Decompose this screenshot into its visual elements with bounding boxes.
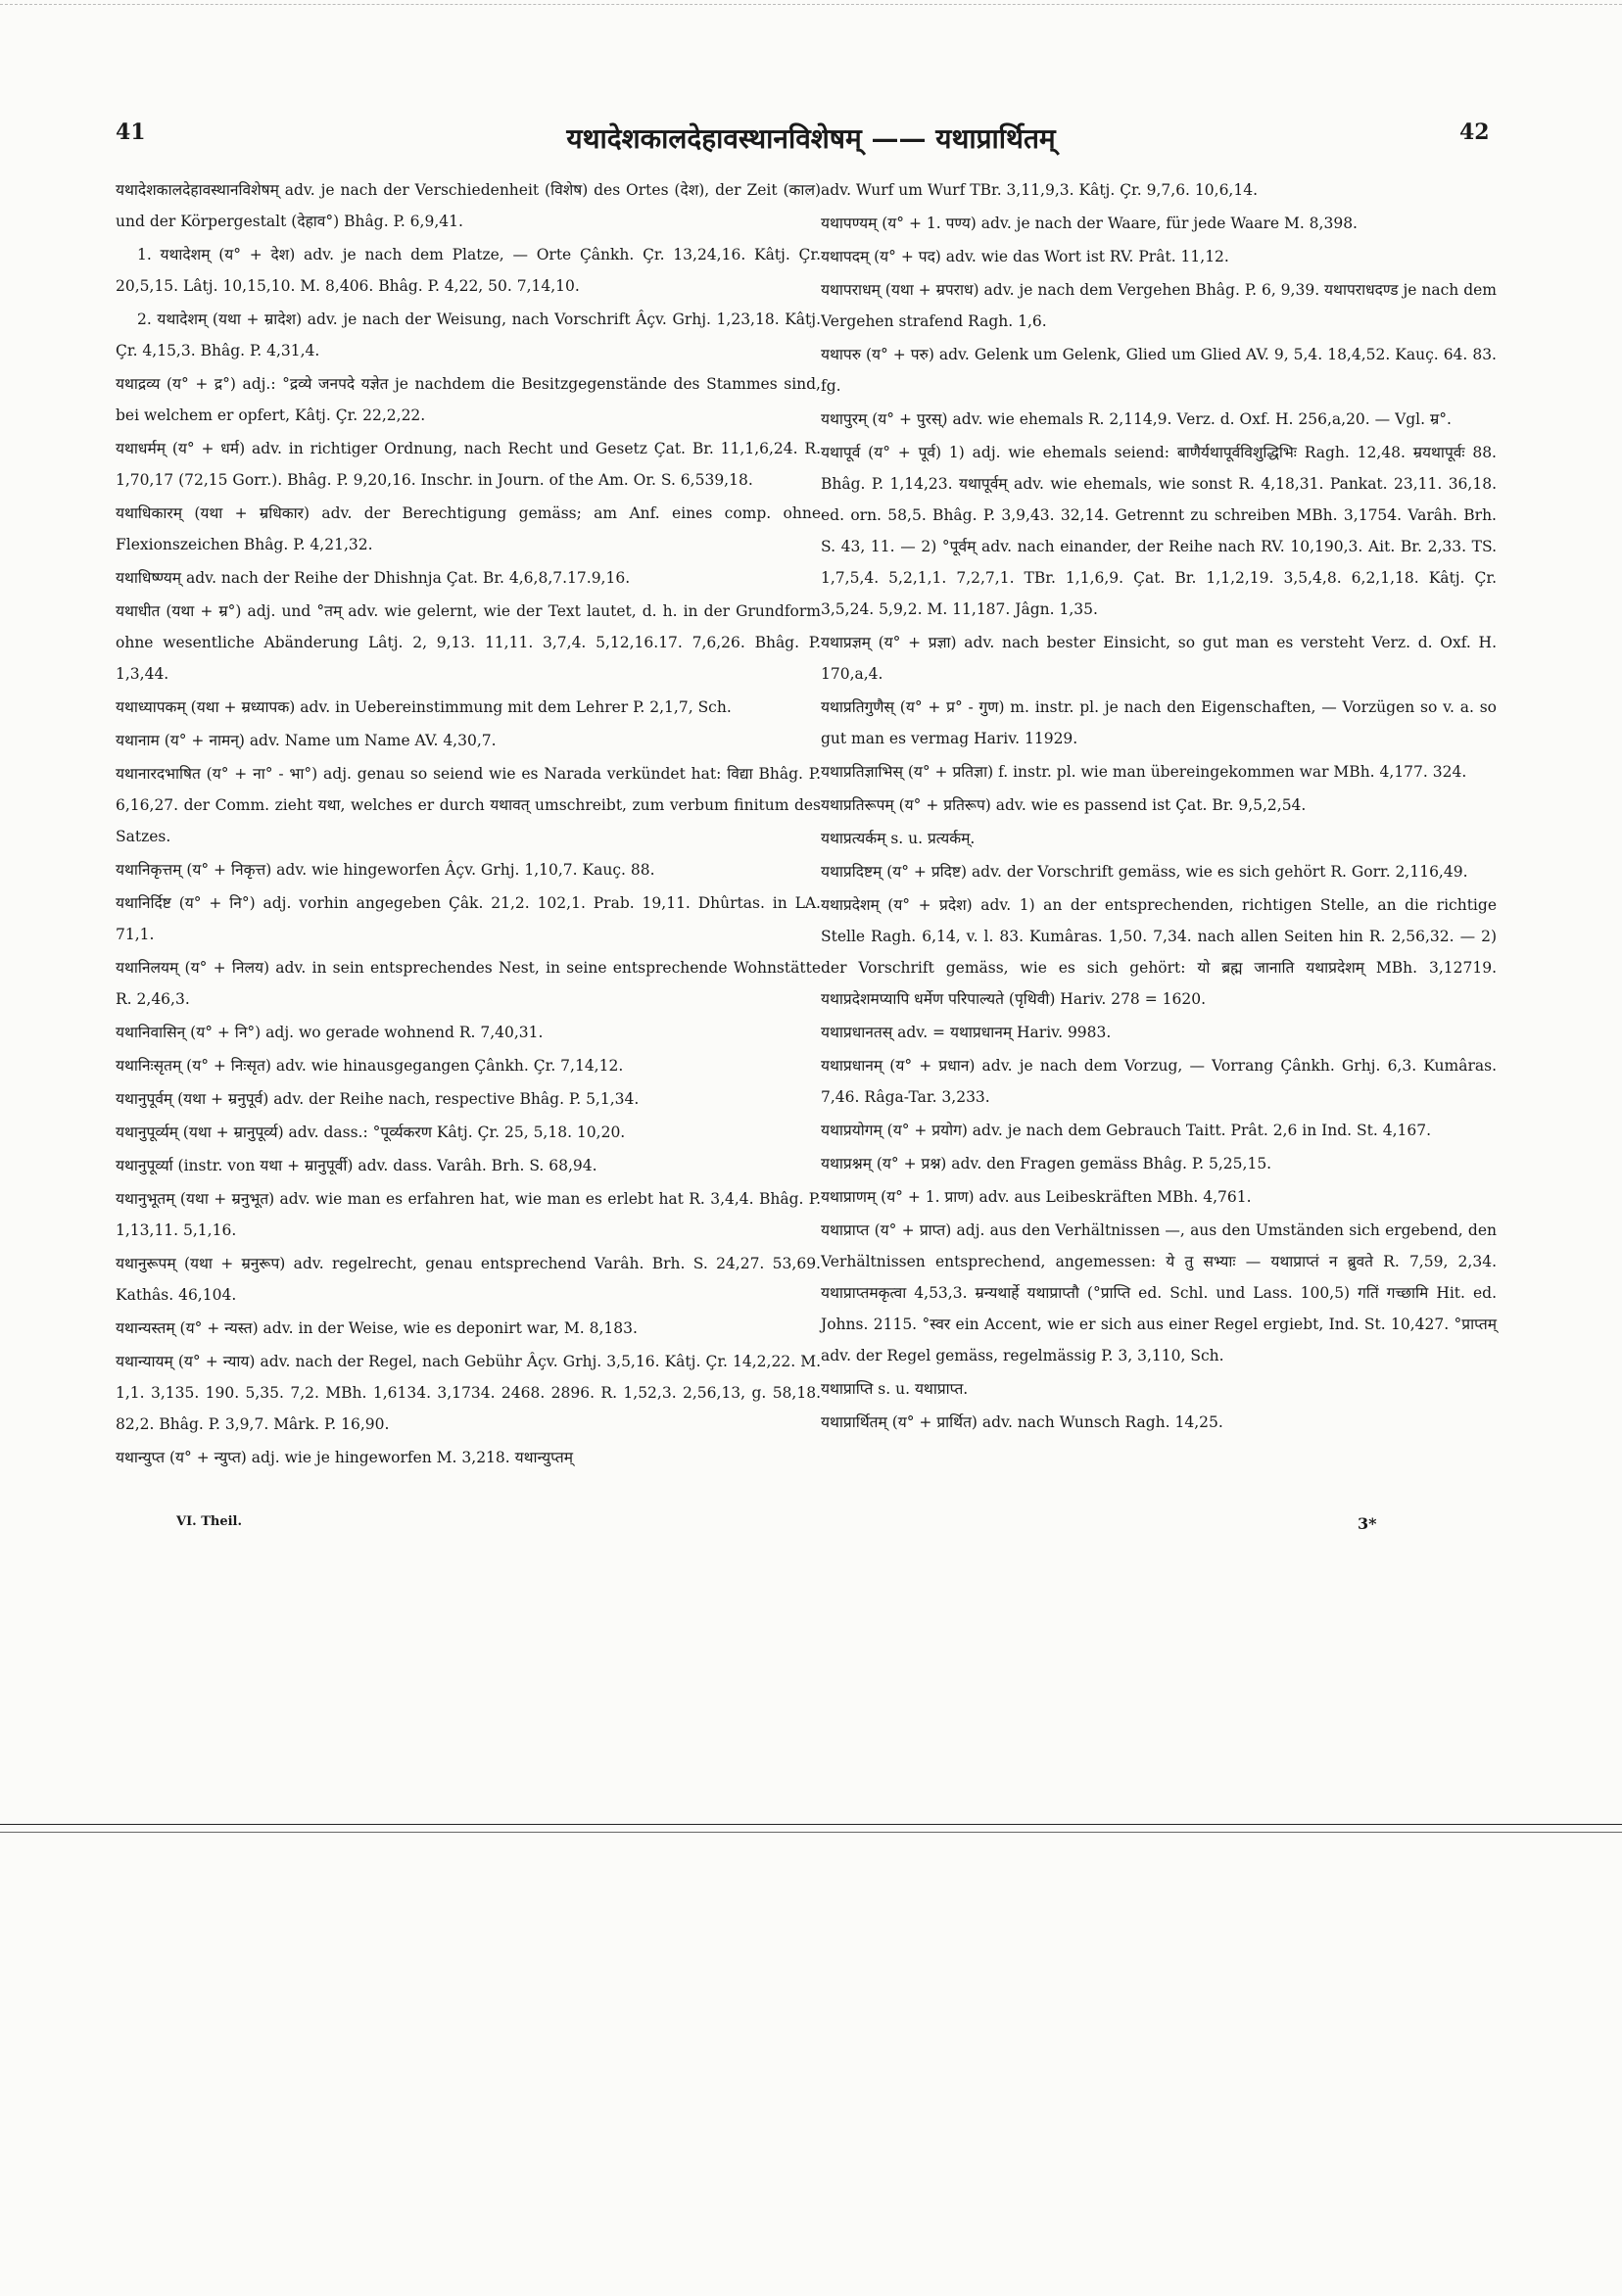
dictionary-entry: यथापराधम् (यथा + म्रपराध) adv. je nach dem Vergehen Bhâg. P. 6, 9,39. यथापराधदण्ड je nach dem Vergehen strafend Ragh. 1,6. [821,281,1497,330]
dictionary-entry: यथाप्रतिज्ञाभिस् (य° + प्रतिज्ञा) f. instr. pl. wie man übereingekommen war MBh. 4,177. 324. [821,763,1467,781]
dictionary-entry: यथाप्रयोगम् (य° + प्रयोग) adv. je nach dem Gebrauch Taitt. Prât. 2,6 in Ind. St. 4,167. [821,1122,1432,1139]
dictionary-entry: यथाधर्मम् (य° + धर्म) adv. in richtiger Ordnung, nach Recht und Gesetz Çat. Br. 11,1,6,24. R. 1,70,17 (72,15 Gorr.). Bhâg. P. 9,20,16. Inschr. in Journ. of the Am. Or. S. 6,539,18. [116,440,821,489]
dictionary-entry: यथानिलयम् (य° + निलय) adv. in sein entsprechendes Nest, in seine entsprechende Wohnstätte R. 2,46,3. [116,959,821,1008]
dictionary-entry: यथान्यस्तम् (य° + न्यस्त) adv. in der Weise, wie es deponirt war, M. 8,183. [116,1319,638,1337]
dictionary-entry: यथानिर्दिष्ट (य° + नि°) adj. vorhin angegeben Çâk. 21,2. 102,1. Prab. 19,11. Dhûrtas. in LA. 71,1. [116,894,821,943]
signature-mark: 3* [1358,1514,1377,1533]
dictionary-entry: यथाप्राप्ति s. u. यथाप्राप्त. [821,1380,969,1398]
dictionary-entry: adv. Wurf um Wurf TBr. 3,11,9,3. Kâtj. Çr. 9,7,6. 10,6,14. [821,181,1259,199]
dictionary-entry: यथान्युप्त (य° + न्युप्त) adj. wie je hingeworfen M. 3,218. यथान्युप्तम् [116,1449,573,1466]
dictionary-entry: यथानारदभाषित (य° + ना° - भा°) adj. genau so seiend wie es Narada verkündet hat: विद्या Bhâg. P. 6,16,27. der Comm. zieht यथा, welches er durch यथावत् umschreibt, zum verbum finitum des Satzes. [116,765,821,845]
scan-top-edge [0,4,1622,7]
dictionary-entry: 1. यथादेशम् (य° + देश) adv. je nach dem Platze, — Orte Çânkh. Çr. 13,24,16. Kâtj. Çr. 20,5,15. Lâtj. 10,15,10. M. 8,406. Bhâg. P. 4,22, 50. 7,14,10. [116,246,821,295]
dictionary-entry: यथाप्रतिरूपम् (य° + प्रतिरूप) adv. wie es passend ist Çat. Br. 9,5,2,54. [821,796,1307,814]
dictionary-entry: यथाप्रदिष्टम् (य° + प्रदिष्ट) adv. der Vorschrift gemäss, wie es sich gehört R. Gorr. 2,116,49. [821,863,1468,881]
dictionary-entry: यथाप्रज्ञम् (य° + प्रज्ञा) adv. nach bester Einsicht, so gut man es versteht Verz. d. Oxf. H. 170,a,4. [821,634,1497,683]
dictionary-entry: यथापरु (य° + परु) adv. Gelenk um Gelenk, Glied um Glied AV. 9, 5,4. 18,4,52. Kauç. 64. 83. fg. [821,346,1497,395]
page-number-right: 42 [1459,120,1490,145]
dictionary-entry: यथाप्रधानम् (य° + प्रधान) adv. je nach dem Vorzug, — Vorrang Çânkh. Grhj. 6,3. Kumâras. 7,46. Râga-Tar. 3,233. [821,1057,1497,1106]
dictionary-entry: यथानिकृत्तम् (य° + निकृत्त) adv. wie hingeworfen Âçv. Grhj. 1,10,7. Kauç. 88. [116,861,655,879]
dictionary-entry: यथाप्रश्नम् (य° + प्रश्न) adv. den Fragen gemäss Bhâg. P. 5,25,15. [821,1155,1272,1172]
dictionary-entry: यथानुपूर्व्यम् (यथा + म्रानुपूर्व्य) adv. dass.: °पूर्व्यकरण Kâtj. Çr. 25, 5,18. 10,20. [116,1124,626,1141]
dictionary-entry: यथापुरम् (य° + पुरस्) adv. wie ehemals R. 2,114,9. Verz. d. Oxf. H. 256,a,20. — Vgl. म्र°. [821,410,1452,428]
dictionary-entry: यथाप्राप्त (य° + प्राप्त) adj. aus den Verhältnissen —, aus den Umständen sich ergebend, den Verhältnissen entsprechend, angemessen: ये तु सभ्याः — यथाप्राप्तं न ब्रुवते R. 7,59, 2,34. यथाप्राप्तमकृत्वा 4,53,3. म्रन्यथार्हे यथाप्राप्तौ (°प्राप्ति ed. Schl. und Lass. 100,5) गतिं गच्छामि Hit. ed. Johns. 2115. °स्वर ein Accent, wie er sich aus einer Regel ergiebt, Ind. St. 10,427. °प्राप्तम् adv. der Regel gemäss, regelmässig P. 3, 3,110, Sch. [821,1221,1497,1364]
dictionary-entry: यथानुभूतम् (यथा + म्रनुभूत) adv. wie man es erfahren hat, wie man es erlebt hat R. 3,4,4. Bhâg. P. 1,13,11. 5,1,16. [116,1190,821,1239]
right-column [821,174,1497,1440]
page-number-left: 41 [116,120,146,145]
dictionary-entry: यथानिवासिन् (य° + नि°) adj. wo gerade wohnend R. 7,40,31. [116,1024,544,1041]
dictionary-entry: यथाप्राणम् (य° + 1. प्राण) adv. aus Leibeskräften MBh. 4,761. [821,1188,1252,1206]
dictionary-entry: यथाद्रव्य (य° + द्र°) adj.: °द्रव्ये जनपदे यज्ञेत je nachdem die Besitzgegenstände des Stammes sind, bei welchem er opfert, Kâtj. Çr. 22,2,22. [116,375,821,424]
dictionary-entry: यथाप्रार्थितम् (य° + प्रार्थित) adv. nach Wunsch Ragh. 14,25. [821,1413,1223,1431]
running-title: यथादेशकालदेहावस्थानविशेषम् —— यथाप्रार्थितम् [566,122,1056,155]
dictionary-entry: यथाप्रतिगुणैस् (य° + प्र° - गुण) m. instr. pl. je nach den Eigenschaften, — Vorzügen so v. a. so gut man es vermag Hariv. 11929. [821,698,1497,747]
dictionary-entry: यथापूर्व (य° + पूर्व) 1) adj. wie ehemals seiend: बाणैर्यथापूर्वविशुद्धिभिः Ragh. 12,48. म्रयथापूर्वः 88. Bhâg. P. 1,14,23. यथापूर्वम् adv. wie ehemals, wie sonst R. 4,18,31. Pankat. 23,11. 36,18. ed. orn. 58,5. Bhâg. P. 3,9,43. 32,14. Getrennt zu schreiben MBh. 3,1754. Varâh. Brh. S. 43, 11. — 2) °पूर्वम् adv. nach einander, der Reihe nach RV. 10,190,3. Ait. Br. 2,33. TS. 1,7,5,4. 5,2,1,1. 7,2,7,1. TBr. 1,1,6,9. Çat. Br. 1,1,2,19. 3,5,4,8. 6,2,1,18. Kâtj. Çr. 3,5,24. 5,9,2. M. 11,187. Jâgn. 1,35. [821,444,1497,618]
dictionary-entry: यथानाम (य° + नामन्) adv. Name um Name AV. 4,30,7. [116,732,497,749]
volume-label: VI. Theil. [176,1514,243,1529]
dictionary-entry: यथानिःसृतम् (य° + निःसृत) adv. wie hinausgegangen Çânkh. Çr. 7,14,12. [116,1057,624,1075]
bottom-rule [0,1824,1622,1825]
dictionary-entry: यथानुरूपम् (यथा + म्रनुरूप) adv. regelrecht, genau entsprechend Varâh. Brh. S. 24,27. 53,69. Kathâs. 46,104. [116,1255,821,1304]
bottom-rule-secondary [0,1832,1622,1833]
dictionary-entry: 2. यथादेशम् (यथा + म्रादेश) adv. je nach der Weisung, nach Vorschrift Âçv. Grhj. 1,23,18. Kâtj. Çr. 4,15,3. Bhâg. P. 4,31,4. [116,311,821,359]
dictionary-entry: यथान्यायम् (य° + न्याय) adv. nach der Regel, nach Gebühr Âçv. Grhj. 3,5,16. Kâtj. Çr. 14,2,22. M. 1,1. 3,135. 190. 5,35. 7,2. MBh. 1,6134. 3,1734. 2468. 2896. R. 1,52,3. 2,56,13, g. 58,18. 82,2. Bhâg. P. 3,9,7. Mârk. P. 16,90. [116,1353,821,1433]
dictionary-entry: यथाधीत (यथा + म्र°) adj. und °तम् adv. wie gelernt, wie der Text lautet, d. h. in der Grundform ohne wesentliche Abänderung Lâtj. 2, 9,13. 11,11. 3,7,4. 5,12,16.17. 7,6,26. Bhâg. P. 1,3,44. [116,602,821,683]
dictionary-entry: यथाप्रधानतस् adv. = यथाप्रधानम् Hariv. 9983. [821,1024,1112,1041]
page-header [0,120,1622,165]
dictionary-entry: यथाप्रदेशम् (य° + प्रदेश) adv. 1) an der entsprechenden, richtigen Stelle, an die richtige Stelle Ragh. 6,14, v. l. 83. Kumâras. 1,50. 7,34. nach allen Seiten hin R. 2,56,32. — 2) der Vorschrift gemäss, wie es sich gehört: यो ब्रह्म जानाति यथाप्रदेशम् MBh. 3,12719. यथाप्रदेशमप्यापि धर्मेण परिपाल्यते (पृथिवी) Hariv. 278 = 1620. [821,896,1497,1008]
dictionary-entry: यथापदम् (य° + पद) adv. wie das Wort ist RV. Prât. 11,12. [821,248,1229,265]
dictionary-entry: यथाध्यापकम् (यथा + म्रध्यापक) adv. in Uebereinstimmung mit dem Lehrer P. 2,1,7, Sch. [116,698,732,716]
dictionary-entry: यथानुपूर्वम् (यथा + म्रनुपूर्व) adv. der Reihe nach, respective Bhâg. P. 5,1,34. [116,1090,640,1108]
dictionary-entry: यथानुपूर्व्या (instr. von यथा + म्रानुपूर्वी) adv. dass. Varâh. Brh. S. 68,94. [116,1157,597,1174]
dictionary-entry: यथापण्यम् (य° + 1. पण्य) adv. je nach der Waare, für jede Waare M. 8,398. [821,215,1358,232]
dictionary-entry: यथादेशकालदेहावस्थानविशेषम् adv. je nach der Verschiedenheit (विशेष) des Ortes (देश), der Zeit (काल) und der Körpergestalt (देहाव°) Bhâg. P. 6,9,41. [116,181,821,230]
left-column [116,174,821,1475]
dictionary-entry: यथाधिकारम् (यथा + म्रधिकार) adv. der Berechtigung gemäss; am Anf. eines comp. ohne Flexionszeichen Bhâg. P. 4,21,32. [116,504,821,553]
dictionary-entry: यथाप्रत्यर्कम् s. u. प्रत्यर्कम्. [821,830,976,847]
dictionary-entry: यथाधिष्ण्यम् adv. nach der Reihe der Dhishnja Çat. Br. 4,6,8,7.17.9,16. [116,569,631,587]
